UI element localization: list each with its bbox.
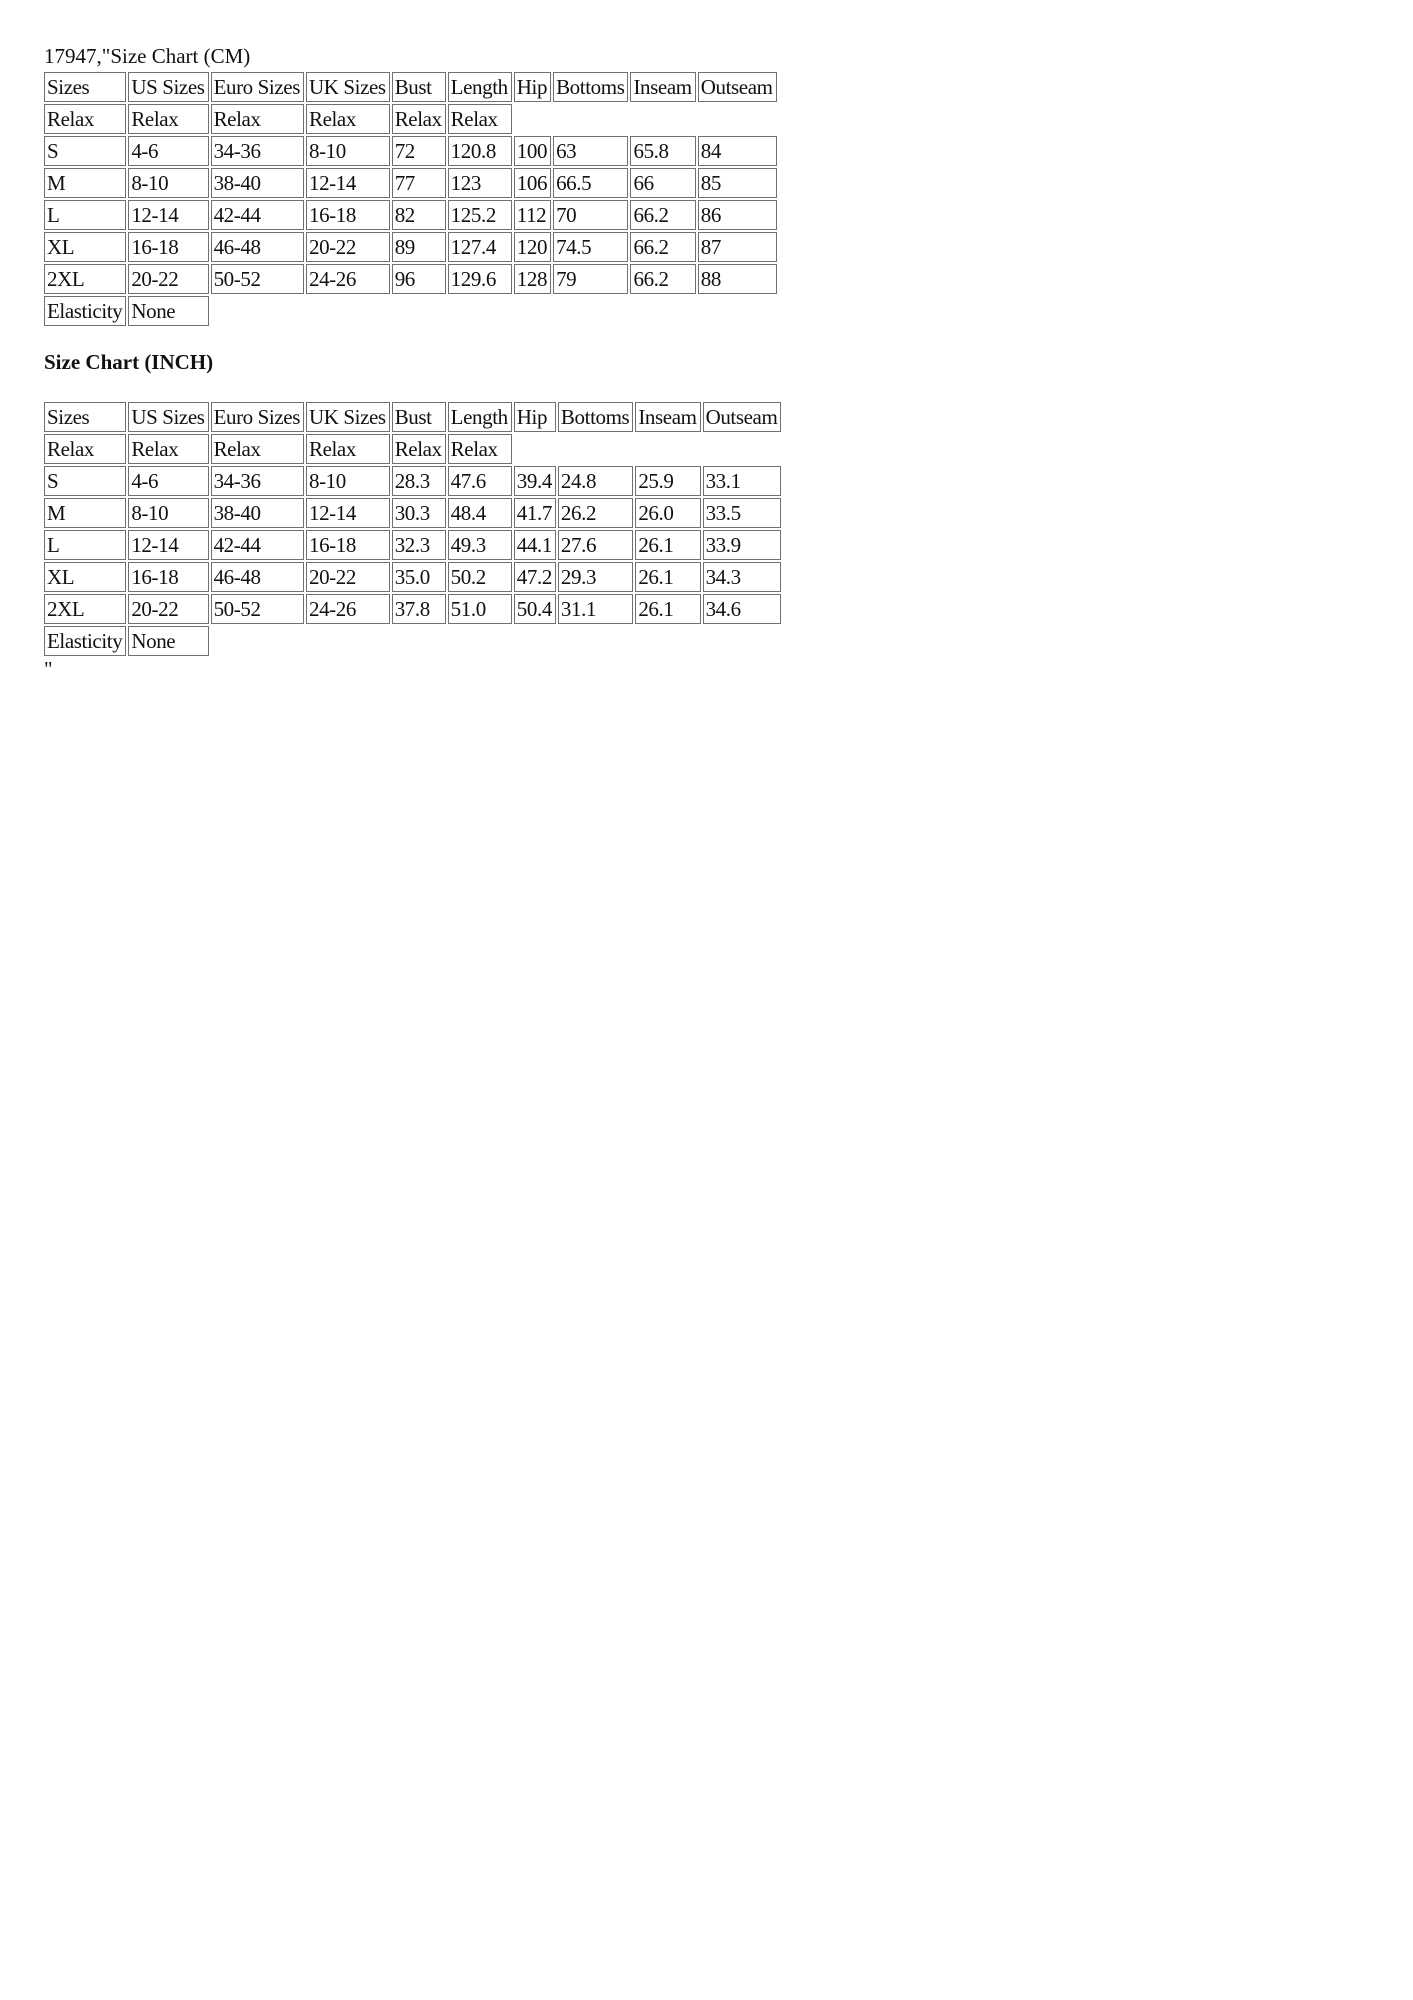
table-cell: 39.4 — [514, 466, 556, 496]
empty-cell — [211, 296, 777, 326]
elasticity-label-cell: Elasticity — [44, 296, 126, 326]
header-cell-uk-sizes: UK Sizes — [306, 402, 390, 432]
table-cell: 65.8 — [630, 136, 695, 166]
header-cell-length: Length — [448, 402, 512, 432]
table-cell: 66.5 — [553, 168, 628, 198]
table-cell: 125.2 — [448, 200, 512, 230]
table-cell: 16-18 — [306, 200, 390, 230]
table-cell: 34-36 — [211, 466, 304, 496]
table-cell: 26.1 — [635, 594, 700, 624]
relax-row — [44, 104, 777, 134]
header-cell-euro-sizes: Euro Sizes — [211, 402, 304, 432]
elasticity-row — [44, 626, 781, 656]
table-cell: 66.2 — [630, 200, 695, 230]
table-cell: 46-48 — [211, 232, 304, 262]
header-cell-us-sizes: US Sizes — [128, 402, 208, 432]
table-cell: 20-22 — [306, 562, 390, 592]
header-cell-sizes: Sizes — [44, 402, 126, 432]
table-cell: 44.1 — [514, 530, 556, 560]
table-cell: 27.6 — [558, 530, 633, 560]
relax-cell: Relax — [44, 434, 126, 464]
table-cell: 129.6 — [448, 264, 512, 294]
closing-quote-text: " — [44, 657, 53, 681]
table-cell: 79 — [553, 264, 628, 294]
table-cell: M — [44, 168, 126, 198]
size-chart-inch-table — [42, 400, 783, 658]
table-header-row — [44, 72, 777, 102]
table-row-s — [44, 466, 781, 496]
relax-cell: Relax — [392, 434, 446, 464]
empty-cell — [514, 434, 782, 464]
table-cell: 24-26 — [306, 594, 390, 624]
table-row-2xl — [44, 264, 777, 294]
table-row-s — [44, 136, 777, 166]
table-cell: 72 — [392, 136, 446, 166]
table-cell: 26.1 — [635, 530, 700, 560]
empty-cell — [211, 626, 782, 656]
table-cell: 35.0 — [392, 562, 446, 592]
table-row-xl — [44, 232, 777, 262]
header-cell-euro-sizes: Euro Sizes — [211, 72, 304, 102]
relax-cell: Relax — [211, 104, 304, 134]
table-cell: 47.2 — [514, 562, 556, 592]
header-cell-outseam: Outseam — [703, 402, 782, 432]
table-cell: XL — [44, 232, 126, 262]
header-cell-bust: Bust — [392, 72, 446, 102]
table-cell: 128 — [514, 264, 551, 294]
table-cell: 28.3 — [392, 466, 446, 496]
table-cell: S — [44, 466, 126, 496]
table-cell: 25.9 — [635, 466, 700, 496]
table-cell: 30.3 — [392, 498, 446, 528]
relax-cell: Relax — [392, 104, 446, 134]
table-cell: 66.2 — [630, 232, 695, 262]
table-cell: 87 — [698, 232, 777, 262]
relax-cell: Relax — [306, 434, 390, 464]
table-cell: 2XL — [44, 594, 126, 624]
table-cell: 38-40 — [211, 168, 304, 198]
table-cell: 8-10 — [128, 498, 208, 528]
cm-table-body — [44, 72, 777, 326]
table-row-l — [44, 200, 777, 230]
table-cell: 48.4 — [448, 498, 512, 528]
table-cell: 24.8 — [558, 466, 633, 496]
table-cell: 77 — [392, 168, 446, 198]
table-row-xl — [44, 562, 781, 592]
table-row-l — [44, 530, 781, 560]
table-cell: 88 — [698, 264, 777, 294]
table-cell: 20-22 — [306, 232, 390, 262]
table-cell: 34.6 — [703, 594, 782, 624]
table-cell: 50-52 — [211, 594, 304, 624]
table-cell: 100 — [514, 136, 551, 166]
table-cell: 42-44 — [211, 200, 304, 230]
table-cell: 12-14 — [306, 498, 390, 528]
table-header-row — [44, 402, 781, 432]
relax-cell: Relax — [128, 434, 208, 464]
table-cell: 112 — [514, 200, 551, 230]
header-cell-bottoms: Bottoms — [553, 72, 628, 102]
table-cell: 33.9 — [703, 530, 782, 560]
table-cell: 8-10 — [306, 466, 390, 496]
table-cell: 26.1 — [635, 562, 700, 592]
header-cell-bust: Bust — [392, 402, 446, 432]
table-cell: L — [44, 530, 126, 560]
elasticity-value-cell: None — [128, 626, 208, 656]
relax-cell: Relax — [128, 104, 208, 134]
relax-cell: Relax — [448, 434, 512, 464]
table-cell: 26.2 — [558, 498, 633, 528]
elasticity-row — [44, 296, 777, 326]
table-cell: 66 — [630, 168, 695, 198]
table-cell: 8-10 — [306, 136, 390, 166]
relax-cell: Relax — [211, 434, 304, 464]
table-cell: 50-52 — [211, 264, 304, 294]
header-cell-hip: Hip — [514, 402, 556, 432]
table-cell: 50.2 — [448, 562, 512, 592]
relax-row — [44, 434, 781, 464]
table-cell: 34-36 — [211, 136, 304, 166]
table-cell: 8-10 — [128, 168, 208, 198]
relax-cell: Relax — [306, 104, 390, 134]
table-cell: 120 — [514, 232, 551, 262]
table-cell: 89 — [392, 232, 446, 262]
document-title: 17947,"Size Chart (CM) — [44, 44, 251, 68]
header-cell-outseam: Outseam — [698, 72, 777, 102]
elasticity-value-cell: None — [128, 296, 208, 326]
table-cell: 84 — [698, 136, 777, 166]
table-cell: 106 — [514, 168, 551, 198]
table-cell: 74.5 — [553, 232, 628, 262]
table-cell: 16-18 — [128, 562, 208, 592]
header-cell-inseam: Inseam — [630, 72, 695, 102]
table-cell: 123 — [448, 168, 512, 198]
empty-cell — [514, 104, 777, 134]
table-cell: 33.1 — [703, 466, 782, 496]
table-cell: M — [44, 498, 126, 528]
header-cell-length: Length — [448, 72, 512, 102]
table-row-m — [44, 168, 777, 198]
table-cell: S — [44, 136, 126, 166]
table-cell: 47.6 — [448, 466, 512, 496]
size-chart-cm-table — [42, 70, 779, 328]
table-cell: 24-26 — [306, 264, 390, 294]
header-cell-uk-sizes: UK Sizes — [306, 72, 390, 102]
table-cell: 96 — [392, 264, 446, 294]
inch-section-heading: Size Chart (INCH) — [44, 350, 214, 374]
table-cell: 16-18 — [306, 530, 390, 560]
table-cell: 20-22 — [128, 594, 208, 624]
table-cell: 41.7 — [514, 498, 556, 528]
table-cell: 82 — [392, 200, 446, 230]
table-cell: 85 — [698, 168, 777, 198]
table-cell: 34.3 — [703, 562, 782, 592]
header-cell-bottoms: Bottoms — [558, 402, 633, 432]
table-cell: L — [44, 200, 126, 230]
elasticity-label-cell: Elasticity — [44, 626, 126, 656]
table-cell: 86 — [698, 200, 777, 230]
header-cell-hip: Hip — [514, 72, 551, 102]
table-cell: 29.3 — [558, 562, 633, 592]
table-cell: 66.2 — [630, 264, 695, 294]
table-cell: 12-14 — [306, 168, 390, 198]
header-cell-us-sizes: US Sizes — [128, 72, 208, 102]
table-cell: 31.1 — [558, 594, 633, 624]
table-cell: 37.8 — [392, 594, 446, 624]
table-cell: 20-22 — [128, 264, 208, 294]
inch-table-body — [44, 402, 781, 656]
table-cell: 46-48 — [211, 562, 304, 592]
table-cell: 42-44 — [211, 530, 304, 560]
table-cell: 120.8 — [448, 136, 512, 166]
table-cell: 63 — [553, 136, 628, 166]
table-cell: 50.4 — [514, 594, 556, 624]
table-cell: 38-40 — [211, 498, 304, 528]
table-cell: 12-14 — [128, 530, 208, 560]
header-cell-sizes: Sizes — [44, 72, 126, 102]
table-row-2xl — [44, 594, 781, 624]
table-cell: 127.4 — [448, 232, 512, 262]
table-cell: 51.0 — [448, 594, 512, 624]
table-cell: 4-6 — [128, 466, 208, 496]
table-cell: XL — [44, 562, 126, 592]
table-cell: 32.3 — [392, 530, 446, 560]
size-chart-document — [44, 44, 864, 680]
table-cell: 12-14 — [128, 200, 208, 230]
relax-cell: Relax — [44, 104, 126, 134]
table-cell: 2XL — [44, 264, 126, 294]
table-cell: 70 — [553, 200, 628, 230]
relax-cell: Relax — [448, 104, 512, 134]
table-cell: 16-18 — [128, 232, 208, 262]
table-cell: 49.3 — [448, 530, 512, 560]
header-cell-inseam: Inseam — [635, 402, 700, 432]
table-cell: 4-6 — [128, 136, 208, 166]
table-cell: 26.0 — [635, 498, 700, 528]
table-row-m — [44, 498, 781, 528]
table-cell: 33.5 — [703, 498, 782, 528]
